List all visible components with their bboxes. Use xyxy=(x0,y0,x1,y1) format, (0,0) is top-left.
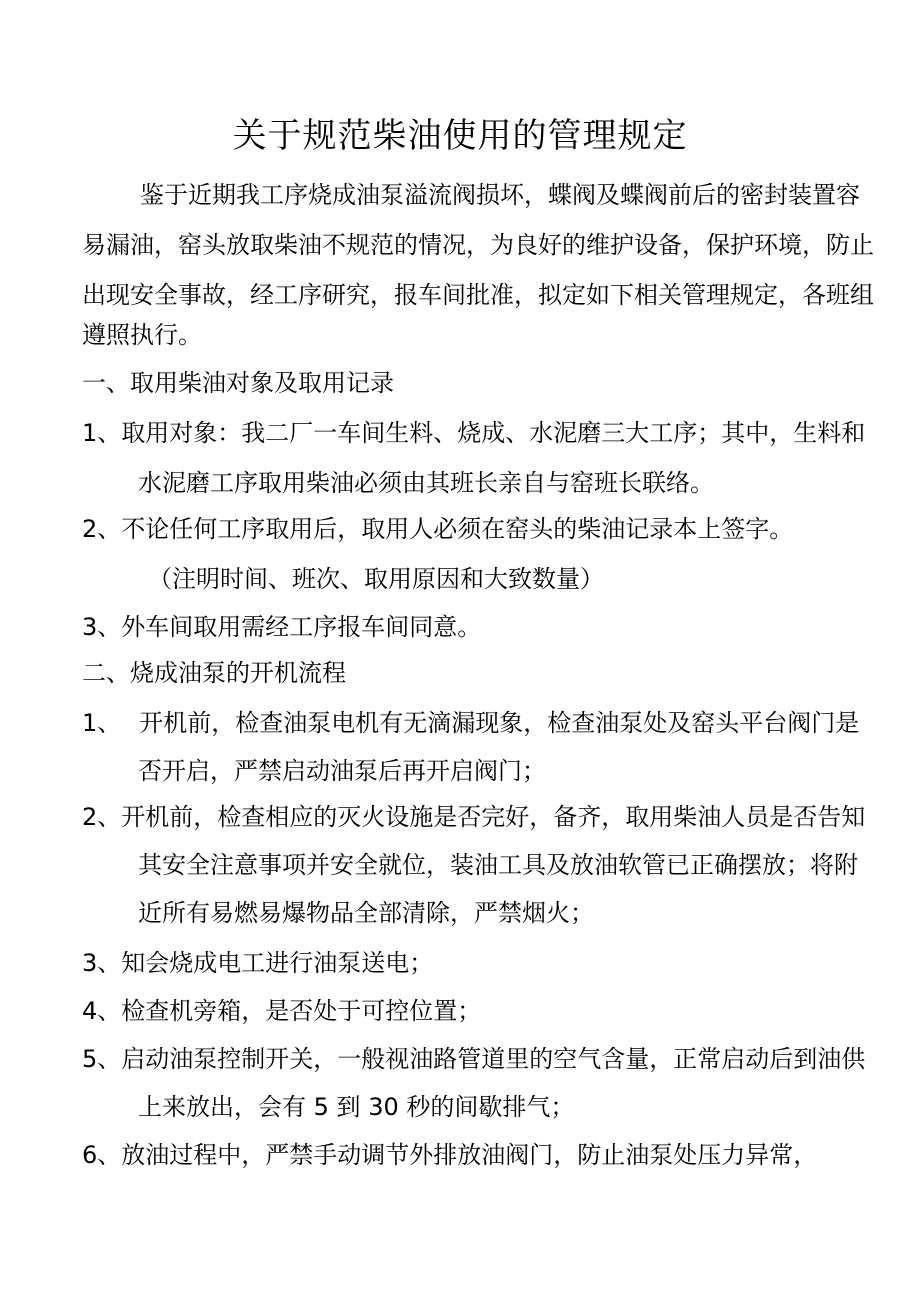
intro-line-2: 易漏油，窑头放取柴油不规范的情况，为良好的维护设备，保护环境，防止 xyxy=(82,231,874,259)
interval-max-value: 30 xyxy=(368,1093,399,1121)
item-text: 、放油过程中，严禁手动调节外排放油阀门，防止油泵处压力异常， xyxy=(97,1141,818,1169)
section1-item3 xyxy=(82,610,481,644)
section2-item1 xyxy=(82,706,859,740)
item-separator: 、 xyxy=(97,709,122,737)
intro-line-1: 鉴于近期我工序烧成油泵溢流阀损坏，蝶阀及蝶阀前后的密封装置容 xyxy=(140,181,860,209)
section1-item1-cont: 水泥磨工序取用柴油必须由其班长亲自与窑班长联络。 xyxy=(138,469,714,497)
item-text-part: 上来放出，会有 xyxy=(138,1093,314,1121)
intro-line-4: 遵照执行。 xyxy=(82,321,202,349)
item-number: 3 xyxy=(82,613,98,641)
item-number: 3 xyxy=(82,949,98,977)
section2-item5 xyxy=(82,1042,865,1076)
item-text: 、取用对象：我二厂一车间生料、烧成、水泥磨三大工序；其中，生料和 xyxy=(97,419,866,447)
section1-item2-note: （注明时间、班次、取用原因和大致数量） xyxy=(148,565,604,593)
item-number: 6 xyxy=(82,1141,98,1169)
item-number: 2 xyxy=(82,803,98,831)
item-number: 4 xyxy=(82,997,98,1025)
section1-item2 xyxy=(82,512,793,546)
section2-item1-cont: 否开启，严禁启动油泵后再开启阀门； xyxy=(138,757,546,785)
section2-item3 xyxy=(82,946,433,980)
section2-item2-cont2: 近所有易燃易爆物品全部清除，严禁烟火； xyxy=(138,899,594,927)
section2-item6 xyxy=(82,1138,817,1172)
section1-heading: 一、取用柴油对象及取用记录 xyxy=(82,369,394,397)
item-text: 、启动油泵控制开关，一般视油路管道里的空气含量，正常启动后到油供 xyxy=(97,1045,866,1073)
section2-item5-cont xyxy=(138,1090,574,1124)
item-text: 、不论任何工序取用后，取用人必须在窑头的柴油记录本上签字。 xyxy=(97,515,794,543)
item-text: 、知会烧成电工进行油泵送电； xyxy=(97,949,434,977)
section2-item2 xyxy=(82,800,865,834)
item-number: 2 xyxy=(82,515,98,543)
section1-item1 xyxy=(82,416,865,450)
section2-item2-cont1: 其安全注意事项并安全就位，装油工具及放油软管已正确摆放；将附 xyxy=(138,851,858,879)
document-title: 关于规范柴油使用的管理规定 xyxy=(232,116,688,156)
item-text-part: 秒的间歇排气； xyxy=(398,1093,575,1121)
item-number: 5 xyxy=(82,1045,98,1073)
item-number: 1 xyxy=(82,709,98,737)
item-text: 、检查机旁箱，是否处于可控位置； xyxy=(97,997,482,1025)
item-text-part: 到 xyxy=(328,1093,369,1121)
item-text: 开机前，检查油泵电机有无滴漏现象，检查油泵处及窑头平台阀门是 xyxy=(139,709,860,737)
item-text: 、开机前，检查相应的灭火设施是否完好，备齐，取用柴油人员是否告知 xyxy=(97,803,866,831)
intro-line-3: 出现安全事故，经工序研究，报车间批准，拟定如下相关管理规定，各班组 xyxy=(82,281,874,309)
item-text: 、外车间取用需经工序报车间同意。 xyxy=(97,613,482,641)
section2-item4 xyxy=(82,994,481,1028)
item-number: 1 xyxy=(82,419,98,447)
section2-heading: 二、烧成油泵的开机流程 xyxy=(82,659,346,687)
interval-min-value: 5 xyxy=(313,1093,329,1121)
